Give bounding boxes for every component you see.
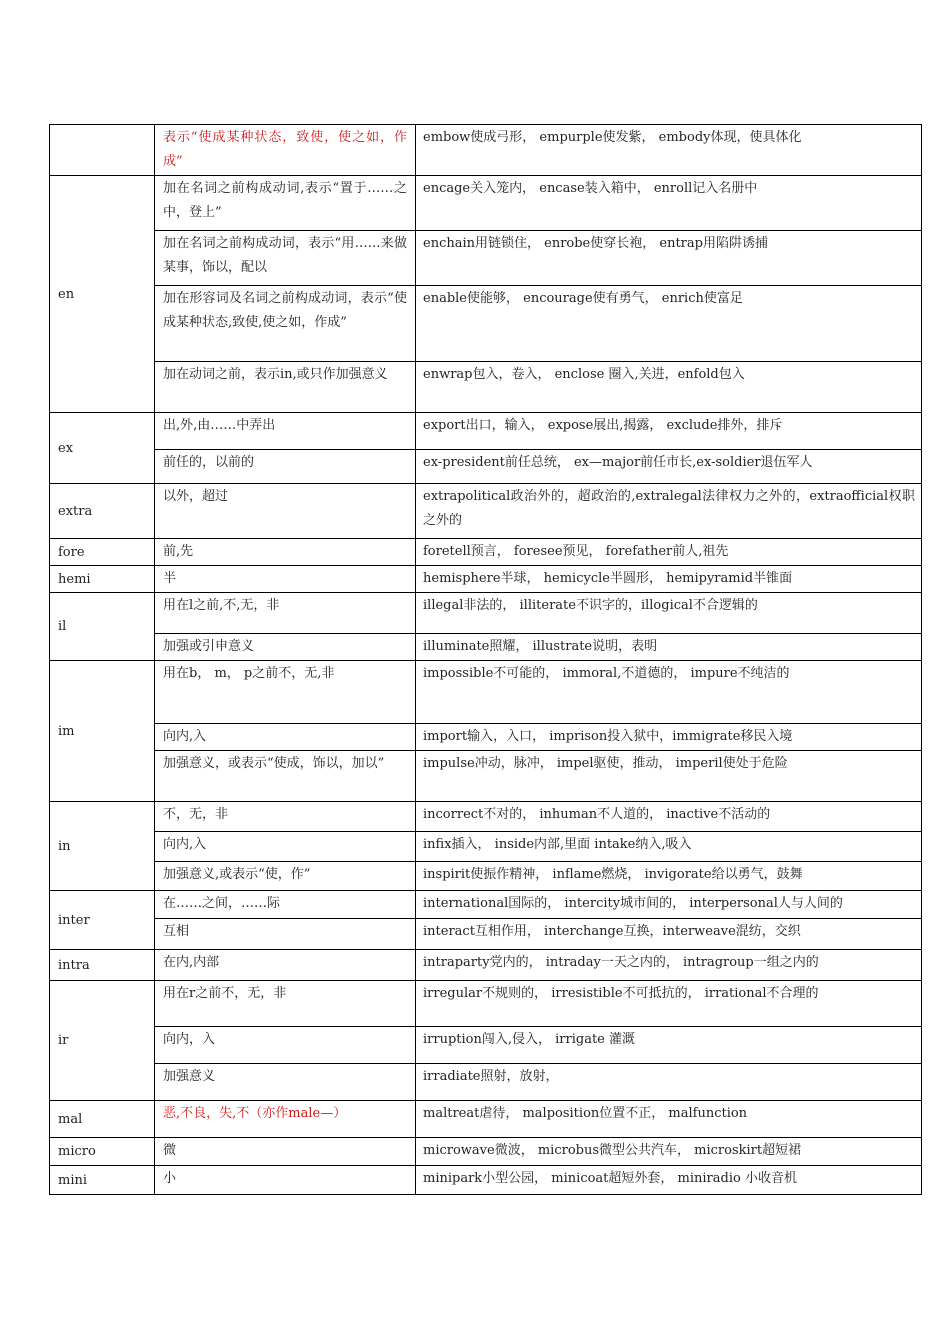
prefix-cell: inter <box>50 891 155 950</box>
table-row <box>50 634 922 661</box>
table-row <box>50 1166 922 1195</box>
table-row <box>50 539 922 566</box>
table-row <box>50 362 922 413</box>
examples-cell: extrapolitical政治外的，超政治的,extralegal法律权力之外的，extraofficial权职之外的 <box>416 484 922 539</box>
table-row <box>50 231 922 286</box>
table-row <box>50 176 922 231</box>
table-row <box>50 1027 922 1064</box>
examples-cell: irregular不规则的， irresistible不可抵抗的， irrational不合理的 <box>416 981 922 1027</box>
prefix-cell: mal <box>50 1101 155 1138</box>
prefix-cell: en <box>50 176 155 413</box>
prefix-cell: fore <box>50 539 155 566</box>
meaning-cell: 前任的，以前的 <box>155 450 416 484</box>
examples-cell: inspirit使振作精神， inflame燃烧， invigorate给以勇气，鼓舞 <box>416 862 922 891</box>
table-row <box>50 724 922 751</box>
examples-cell: encage关入笼内， encase装入箱中， enroll记入名册中 <box>416 176 922 231</box>
table-row <box>50 593 922 634</box>
meaning-cell: 用在b， m， p之前不，无,非 <box>155 661 416 724</box>
meaning-cell: 小 <box>155 1166 416 1195</box>
examples-cell: enchain用链锁住， enrobe使穿长袍， entrap用陷阱诱捕 <box>416 231 922 286</box>
table-row <box>50 891 922 919</box>
meaning-cell: 加在动词之前，表示in,或只作加强意义 <box>155 362 416 413</box>
examples-cell: intraparty党内的， intraday一天之内的， intragroup一组之内的 <box>416 950 922 981</box>
examples-cell: irruption闯入,侵入， irrigate 灌溉 <box>416 1027 922 1064</box>
prefix-cell: il <box>50 593 155 661</box>
prefix-cell: extra <box>50 484 155 539</box>
meaning-cell: 半 <box>155 566 416 593</box>
examples-cell: enwrap包入，卷入， enclose 圈入,关进，enfold包入 <box>416 362 922 413</box>
prefix-table <box>49 124 922 1195</box>
examples-cell: foretell预言， foresee预见， forefather前人,祖先 <box>416 539 922 566</box>
table-row <box>50 286 922 362</box>
examples-cell: import输入，入口， imprison投入狱中，immigrate移民入境 <box>416 724 922 751</box>
meaning-cell: 向内，入 <box>155 1027 416 1064</box>
meaning-cell: 在内,内部 <box>155 950 416 981</box>
table-row <box>50 1138 922 1166</box>
meaning-cell: 加强意义，或表示“使成，饰以，加以” <box>155 751 416 802</box>
meaning-cell: 前,先 <box>155 539 416 566</box>
table-row <box>50 802 922 832</box>
table-row <box>50 919 922 950</box>
examples-cell: embow使成弓形， empurple使发紫， embody体现，使具体化 <box>416 125 922 176</box>
examples-cell: irradiate照射，放射， <box>416 1064 922 1101</box>
meaning-cell: 向内,入 <box>155 832 416 862</box>
meaning-cell: 加在形容词及名词之前构成动词，表示“使成某种状态,致使,使之如，作成” <box>155 286 416 362</box>
examples-cell: impulse冲动，脉冲， impel驱使，推动， imperil使处于危险 <box>416 751 922 802</box>
table-row <box>50 484 922 539</box>
meaning-cell: 在……之间，……际 <box>155 891 416 919</box>
examples-cell: interact互相作用， interchange互换，interweave混纺，交织 <box>416 919 922 950</box>
meaning-cell: 不，无，非 <box>155 802 416 832</box>
table-row <box>50 751 922 802</box>
prefix-cell: micro <box>50 1138 155 1166</box>
prefix-cell: in <box>50 802 155 891</box>
examples-cell: microwave微波， microbus微型公共汽车， microskirt超短裙 <box>416 1138 922 1166</box>
examples-cell: hemisphere半球， hemicycle半圆形， hemipyramid半锥面 <box>416 566 922 593</box>
meaning-cell: 出,外,由……中弄出 <box>155 413 416 450</box>
meaning-cell: 恶,不良，失,不（亦作male—） <box>155 1101 416 1138</box>
examples-cell: ex-president前任总统， ex—major前任市长,ex-soldier退伍军人 <box>416 450 922 484</box>
meaning-cell: 加强意义,或表示“使，作” <box>155 862 416 891</box>
table-row <box>50 413 922 450</box>
prefix-cell: hemi <box>50 566 155 593</box>
table-row <box>50 450 922 484</box>
meaning-cell: 加在名词之前构成动词,表示“置于……之中，登上” <box>155 176 416 231</box>
examples-cell: enable使能够， encourage使有勇气， enrich使富足 <box>416 286 922 362</box>
prefix-cell: im <box>50 661 155 802</box>
meaning-cell: 微 <box>155 1138 416 1166</box>
table-row <box>50 125 922 176</box>
meaning-cell: 互相 <box>155 919 416 950</box>
prefix-cell: mini <box>50 1166 155 1195</box>
examples-cell: impossible不可能的， immoral,不道德的， impure不纯洁的 <box>416 661 922 724</box>
meaning-cell: 加在名词之前构成动词，表示“用……来做某事，饰以，配以 <box>155 231 416 286</box>
table-row <box>50 661 922 724</box>
examples-cell: infix插入， inside内部,里面 intake纳入,吸入 <box>416 832 922 862</box>
meaning-cell: 向内,入 <box>155 724 416 751</box>
examples-cell: international国际的， intercity城市间的， interpersonal人与人间的 <box>416 891 922 919</box>
examples-cell: illegal非法的， illiterate不识字的，illogical不合逻辑的 <box>416 593 922 634</box>
table-row <box>50 1064 922 1101</box>
examples-cell: minipark小型公园， minicoat超短外套， miniradio 小收音机 <box>416 1166 922 1195</box>
prefix-cell: intra <box>50 950 155 981</box>
meaning-cell: 加强或引申意义 <box>155 634 416 661</box>
examples-cell: incorrect不对的， inhuman不人道的， inactive不活动的 <box>416 802 922 832</box>
table-row <box>50 981 922 1027</box>
table-row <box>50 1101 922 1138</box>
table-row <box>50 950 922 981</box>
table-row <box>50 566 922 593</box>
meaning-cell: 用在r之前不，无，非 <box>155 981 416 1027</box>
meaning-cell: 以外，超过 <box>155 484 416 539</box>
meaning-cell: 表示“使成某种状态，致使，使之如，作成” <box>155 125 416 176</box>
examples-cell: maltreat虐待， malposition位置不正， malfunction <box>416 1101 922 1138</box>
examples-cell: illuminate照耀， illustrate说明，表明 <box>416 634 922 661</box>
table-row <box>50 862 922 891</box>
meaning-cell: 用在l之前,不,无，非 <box>155 593 416 634</box>
meaning-cell: 加强意义 <box>155 1064 416 1101</box>
prefix-cell <box>50 125 155 176</box>
examples-cell: export出口，输入， expose展出,揭露， exclude排外，排斥 <box>416 413 922 450</box>
prefix-cell: ex <box>50 413 155 484</box>
prefix-cell: ir <box>50 981 155 1101</box>
table-row <box>50 832 922 862</box>
